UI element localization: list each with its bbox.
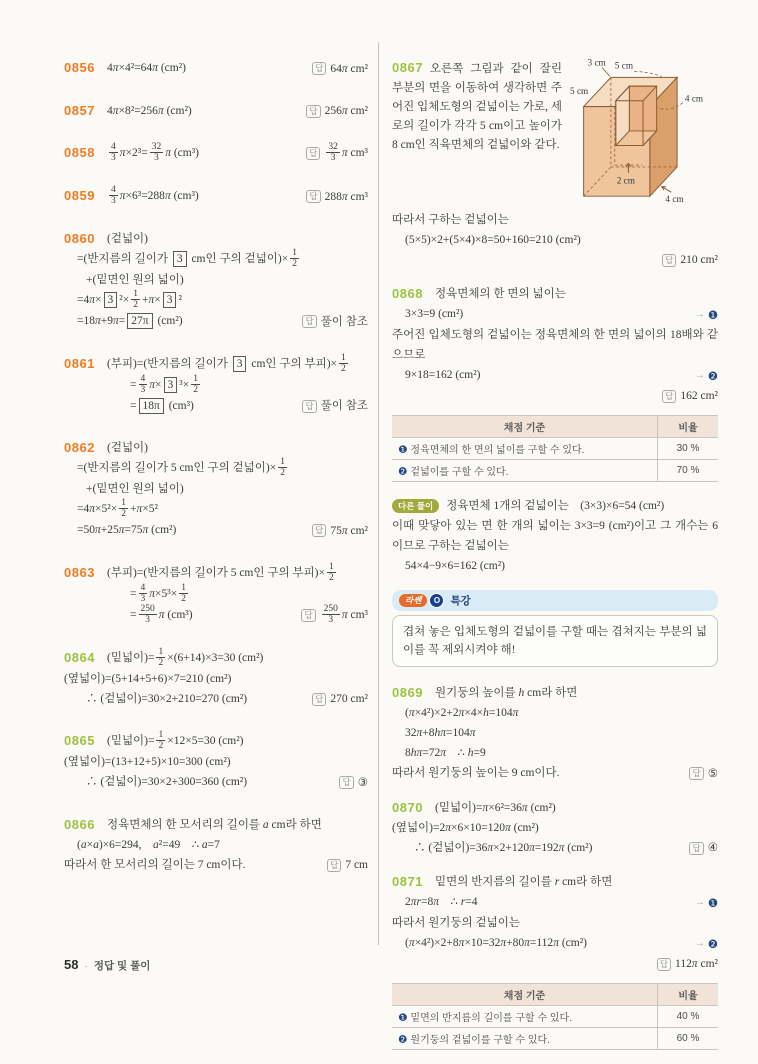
answer-value: 7 cm — [345, 859, 368, 872]
math-expression: 정육면체의 한 모서리의 길이를 a cm라 하면 — [107, 818, 322, 831]
label-4cm-bottom: 4 cm — [665, 195, 684, 206]
solution-line — [392, 913, 718, 933]
math-expression: ∴ (겉넓이)=30×2+300=360 (cm²) — [86, 776, 248, 789]
math-expression: ∴ (겉넓이)=36π×2+120π=192π (cm²) — [414, 841, 593, 854]
problem-head — [64, 438, 368, 458]
criteria-text: 밑면의 반지름의 길이를 구할 수 있다. — [410, 1013, 572, 1024]
solution-line — [405, 933, 718, 954]
ratio-header: 비율 — [658, 416, 719, 438]
problem-head — [64, 101, 368, 122]
problem-head — [64, 815, 368, 835]
page-number: 58 — [64, 957, 79, 972]
grading-row — [392, 438, 718, 460]
solution-line — [392, 210, 718, 230]
math-expression: (부피)=(반지름의 길이가 3 cm인 구의 부피)× $\frac{1}{2}$ — [107, 352, 346, 374]
math-expression: (옆넓이)=(13+12+5)×10=300 (cm²) — [64, 756, 231, 769]
solution-line — [77, 458, 368, 479]
math-expression: 정육면체 1개의 겉넓이는 (3×3)×6=54 (cm²) — [446, 500, 665, 512]
problem-0867 — [392, 58, 718, 270]
answer-chip-icon: 답 — [306, 190, 320, 203]
answer-value: 270 cm² — [330, 693, 368, 706]
solution-line — [405, 892, 718, 913]
ratio-cell: 30 % — [658, 438, 719, 460]
arrow-4cm-bottom — [662, 186, 672, 192]
solution-line — [107, 58, 368, 79]
answer-chip-icon: 답 — [306, 147, 320, 160]
criteria-cell — [392, 460, 658, 482]
math-expression: 따라서 원기둥의 높이는 9 cm이다. — [392, 767, 560, 779]
grading-row — [392, 1006, 718, 1028]
grading-row — [392, 460, 718, 482]
solution-line — [77, 520, 368, 541]
problem-0870 — [392, 798, 718, 859]
math-expression: (π×4²)×2+2π×4×h=104π — [405, 707, 519, 719]
answer-value: 288π cm³ — [324, 190, 368, 203]
math-expression: 2πr=8π ∴ r=4 — [405, 896, 478, 908]
answer — [312, 689, 368, 709]
problem-0863 — [64, 563, 368, 626]
math-expression: (부피)=(반지름의 길이가 5 cm인 구의 부피)× $\frac{1}{2}$ — [107, 561, 334, 583]
math-expression: =18π+9π= 27π (cm²) — [77, 315, 183, 328]
problem-0865 — [64, 731, 368, 793]
math-expression: (밑넓이)= $\frac{1}{2}$ ×(6+14)×3=30 (cm²) — [107, 646, 264, 668]
answer — [327, 855, 368, 875]
special-lecture-head — [392, 590, 718, 611]
problem-head — [392, 872, 718, 892]
answer — [312, 59, 368, 79]
solution-line — [77, 249, 368, 270]
step-arrow-icon: → — [694, 897, 705, 908]
problem-0857 — [64, 101, 368, 122]
alt-solution-badge: 다른 풀이 — [392, 499, 439, 513]
problem-head — [64, 58, 368, 79]
brand-circle-icon: O — [429, 593, 444, 608]
solution-line — [392, 325, 718, 365]
cut-solid-figure — [570, 50, 718, 208]
problem-number: 0861 — [64, 355, 95, 371]
solution-line — [405, 723, 718, 743]
label-5cm-top: 5 cm — [614, 61, 634, 72]
math-expression: (5×5)×2+(5×4)×8=50+160=210 (cm²) — [405, 234, 581, 246]
math-expression: (a×a)×6=294, a²=49 ∴ a=7 — [77, 838, 220, 851]
problem-0858 — [64, 143, 368, 164]
solution-line — [107, 143, 368, 164]
solution-line — [64, 855, 368, 876]
answer-value: ④ — [707, 842, 718, 854]
math-expression: 주어진 입체도형의 겉넓이는 정육면체의 한 면의 넓이의 18배와 같으므로 — [392, 329, 718, 361]
solution-line — [64, 669, 368, 689]
solution-line — [77, 311, 368, 332]
math-expression: (밑넓이)=π×6²=36π (cm²) — [435, 801, 556, 814]
answer-chip-icon: 답 — [662, 390, 676, 403]
math-expression: 8hπ=72π ∴ h=9 — [405, 747, 486, 759]
criteria-step-number: ❶ — [398, 1012, 408, 1024]
math-expression: 54×4−9×6=162 (cm²) — [405, 560, 505, 572]
math-expression: 4π×8²=256π (cm²) — [107, 104, 192, 117]
answer — [302, 396, 368, 416]
criteria-text: 겉넓이를 구할 수 있다. — [410, 467, 509, 478]
math-expression: =4π×5²× $\frac{1}{2}$ +π×5² — [77, 498, 158, 520]
leader-5cm-top — [634, 72, 661, 77]
solution-line — [107, 731, 368, 752]
solution-line — [392, 250, 718, 270]
problem-number: 0857 — [64, 102, 95, 118]
answer-value: 풀이 참조 — [320, 400, 368, 413]
answer-value: ⑤ — [707, 767, 718, 780]
math-expression: 정육면체의 한 면의 넓이는 — [435, 288, 566, 300]
problem-number: 0870 — [392, 799, 423, 815]
math-expression: =(반지름의 길이가 5 cm인 구의 겉넓이)× $\frac{1}{2}$ — [77, 457, 285, 479]
leader-3cm — [602, 68, 610, 77]
solution-line — [107, 815, 368, 835]
ratio-header: 비율 — [658, 984, 719, 1006]
answer-chip-icon: 답 — [312, 693, 326, 706]
answer-value: 210 cm² — [680, 254, 718, 266]
solution-line — [435, 798, 718, 818]
problem-0861 — [64, 354, 368, 417]
math-expression: +(밑면인 원의 넓이) — [86, 483, 184, 496]
problem-0868 — [392, 284, 718, 482]
criteria-step-number: ❷ — [398, 466, 408, 478]
step-arrow-icon: → — [694, 370, 705, 381]
answer-value: ③ — [357, 776, 368, 789]
math-expression: = 18π (cm³) — [130, 399, 194, 412]
problem-0869 — [392, 683, 718, 784]
problem-head — [392, 284, 718, 304]
problem-number: 0860 — [64, 231, 95, 247]
solution-line — [405, 556, 718, 576]
alt-solution-head — [392, 496, 718, 516]
answer-value: 75π cm² — [330, 524, 368, 537]
answer-chip-icon: 답 — [312, 62, 326, 75]
math-expression: 3×3=9 (cm²) — [405, 308, 464, 320]
problem-0864 — [64, 648, 368, 710]
step-number: ❷ — [707, 937, 718, 951]
solution-line — [414, 838, 718, 859]
solution-line — [107, 563, 368, 584]
math-expression: $\frac{4}{3}$ π×6³=288π (cm³) — [111, 185, 199, 207]
problem-number: 0865 — [64, 733, 95, 749]
solution-line — [64, 752, 368, 772]
left-column — [64, 58, 368, 897]
problem-0856 — [64, 58, 368, 79]
answer-chip-icon: 답 — [301, 609, 315, 622]
right-column — [392, 58, 718, 1064]
solution-line — [435, 284, 718, 304]
answer-value: 64π cm² — [330, 62, 368, 75]
solution-line — [392, 818, 718, 838]
problem-number: 0863 — [64, 564, 95, 580]
answer-value: 256π cm² — [324, 105, 368, 117]
page-footer — [64, 957, 150, 973]
problem-0859 — [64, 186, 368, 207]
step-number: ❶ — [707, 308, 718, 322]
solution-line — [405, 703, 718, 723]
answer-value: $\frac{32}{3}$ π cm³ — [328, 142, 368, 164]
math-expression: ∴ (겉넓이)=30×2+210=270 (cm²) — [86, 692, 248, 705]
math-expression: = $\frac{4}{3}$ π×5³× $\frac{1}{2}$ — [130, 582, 186, 604]
criteria-text: 정육면체의 한 면의 넓이를 구할 수 있다. — [410, 445, 585, 456]
math-expression: (π×4²)×2+8π×10=32π+80π=112π (cm²) — [405, 937, 587, 949]
answer-chip-icon: 답 — [327, 859, 341, 872]
answer — [302, 312, 368, 332]
solution-line — [435, 872, 718, 892]
criteria-step-number: ❶ — [398, 444, 408, 456]
grading-criteria-header: 채점 기준 — [392, 416, 658, 438]
solution-line — [107, 186, 368, 207]
step-arrow-icon: → — [694, 938, 705, 949]
problem-head — [64, 186, 368, 207]
alternative-solution — [392, 496, 718, 576]
problem-number: 0856 — [64, 60, 95, 75]
math-expression: 이때 맞닿아 있는 면 한 개의 넓이는 3×3=9 (cm²)이고 그 개수는 6이므로 구하는 겉넓이는 — [392, 520, 718, 552]
problem-head — [64, 648, 368, 669]
solution-line — [107, 354, 368, 375]
problem-head — [64, 229, 368, 249]
solution-line — [77, 835, 368, 855]
step-arrow-icon: → — [694, 309, 705, 320]
math-expression: 따라서 구하는 겉넓이는 — [392, 214, 509, 226]
solution-line — [405, 743, 718, 763]
grading-table-header — [392, 984, 718, 1006]
solution-line — [405, 304, 718, 325]
answer-chip-icon: 답 — [312, 524, 326, 537]
grading-table — [392, 415, 718, 482]
grading-criteria-header: 채점 기준 — [392, 984, 658, 1006]
criteria-cell — [392, 1006, 658, 1028]
math-expression: (겉넓이) — [107, 442, 148, 455]
step-number: ❶ — [707, 896, 718, 910]
special-lecture-text: 겹쳐 놓은 입체도형의 겉넓이를 구할 때는 겹쳐지는 부분의 넓이를 꼭 제외시켜야 해! — [392, 615, 718, 667]
grading-table-header — [392, 416, 718, 438]
problem-number: 0862 — [64, 440, 95, 456]
answer — [306, 187, 368, 207]
solution-line — [107, 438, 368, 458]
math-expression: =4π× 3 ²× $\frac{1}{2}$ +π× 3 ² — [77, 289, 182, 311]
solution-line — [86, 270, 368, 290]
step-marker — [695, 366, 718, 386]
solution-line — [86, 479, 368, 499]
answer-chip-icon: 답 — [689, 842, 703, 855]
problem-paragraph: 오른쪽 그림과 같이 잘린 부분의 면을 이동하여 생각하면 주어진 입체도형의 겉넓이는 가로, 세로의 길이가 각각 5 cm이고 높이가 8 cm인 직육면체의 겉넓이와 같다. — [392, 63, 562, 151]
solution-line — [392, 386, 718, 406]
solution-line — [392, 763, 718, 784]
solution-line — [130, 396, 368, 417]
math-expression: (옆넓이)=(5+14+5+6)×7=210 (cm²) — [64, 672, 232, 685]
answer — [689, 764, 718, 784]
step-marker — [695, 305, 718, 325]
solution-line — [405, 365, 718, 386]
math-expression: 4π×4²=64π (cm²) — [107, 62, 186, 74]
math-expression: 원기둥의 높이를 h cm라 하면 — [435, 687, 578, 699]
problem-number: 0871 — [392, 874, 423, 889]
answer — [312, 521, 368, 541]
answer-chip-icon: 답 — [302, 400, 316, 413]
answer — [306, 101, 368, 121]
footer-separator: · — [84, 961, 88, 972]
grading-row — [392, 1028, 718, 1050]
solution-line — [435, 683, 718, 703]
problem-number: 0864 — [64, 649, 95, 665]
solution-line — [392, 516, 718, 556]
answer — [339, 773, 368, 793]
answer — [306, 143, 368, 164]
ratio-cell: 40 % — [658, 1006, 719, 1028]
label-2cm: 2 cm — [616, 176, 635, 187]
math-expression: (밑넓이)= $\frac{1}{2}$ ×12×5=30 (cm²) — [107, 730, 244, 752]
answer-value: $\frac{250}{3}$ π cm³ — [323, 603, 368, 625]
math-expression: 따라서 한 모서리의 길이는 7 cm이다. — [64, 858, 246, 871]
problem-0862 — [64, 438, 368, 541]
criteria-cell — [392, 1028, 658, 1050]
problem-0866 — [64, 815, 368, 876]
answer-value: 풀이 참조 — [320, 315, 368, 328]
solution-line — [107, 101, 368, 122]
problem-number: 0859 — [64, 188, 95, 204]
problem-head — [64, 563, 368, 584]
column-divider — [378, 42, 379, 945]
problem-number: 0866 — [64, 816, 95, 832]
problem-head — [392, 798, 718, 818]
criteria-step-number: ❷ — [398, 1034, 408, 1046]
math-expression: 32π+8hπ=104π — [405, 727, 476, 739]
math-expression: 9×18=162 (cm²) — [405, 369, 481, 381]
solution-line — [405, 230, 718, 250]
answer — [301, 605, 368, 626]
solution-line — [86, 689, 368, 710]
answer-chip-icon: 답 — [339, 776, 353, 789]
label-3cm: 3 cm — [587, 58, 606, 69]
solution-line — [392, 954, 718, 974]
problem-head — [64, 143, 368, 164]
answer — [657, 954, 718, 974]
answer-chip-icon: 답 — [302, 315, 316, 328]
math-expression: (옆넓이)=2π×6×10=120π (cm²) — [392, 821, 539, 834]
answer-chip-icon: 답 — [657, 958, 671, 971]
problem-head — [64, 731, 368, 752]
solution-line — [446, 496, 664, 516]
solution-line — [107, 229, 368, 249]
problem-head — [64, 354, 368, 375]
problem-0860 — [64, 229, 368, 332]
solution-line — [77, 290, 368, 311]
problem-number: 0867 — [392, 60, 423, 75]
step-marker — [695, 893, 718, 913]
brand-logo: 라쎈 — [399, 594, 427, 607]
ratio-cell: 60 % — [658, 1028, 719, 1050]
answer-chip-icon: 답 — [306, 105, 320, 118]
criteria-cell — [392, 438, 658, 460]
math-expression: 따라서 원기둥의 겉넓이는 — [392, 917, 520, 929]
solution-line — [130, 375, 368, 396]
math-expression: = $\frac{250}{3}$ π (cm³) — [130, 603, 193, 625]
math-expression: =(반지름의 길이가 3 cm인 구의 겉넓이)× $\frac{1}{2}$ — [77, 248, 297, 270]
label-5cm-left: 5 cm — [570, 86, 589, 97]
solution-line — [130, 605, 368, 626]
problem-0871 — [392, 872, 718, 1050]
label-4cm-right: 4 cm — [684, 94, 704, 105]
solution-line — [107, 648, 368, 669]
answer-value: 162 cm² — [680, 390, 718, 402]
answer-chip-icon: 답 — [662, 254, 676, 267]
problem-head — [392, 683, 718, 703]
step-marker — [695, 934, 718, 954]
problem-number: 0868 — [392, 286, 423, 301]
answer-chip-icon: 답 — [689, 767, 703, 780]
problem-number: 0869 — [392, 685, 423, 700]
answer — [662, 386, 718, 406]
answer-value: 112π cm² — [675, 958, 718, 970]
answer — [689, 838, 718, 858]
special-lecture-box — [392, 590, 718, 667]
special-lecture-title: 특강 — [450, 595, 471, 607]
math-expression: +(밑면인 원의 넓이) — [86, 274, 184, 287]
ratio-cell: 70 % — [658, 460, 719, 482]
problem-number: 0858 — [64, 145, 95, 160]
footer-label: 정답 및 풀이 — [93, 960, 151, 972]
grading-table — [392, 983, 718, 1050]
criteria-text: 원기둥의 겉넓이를 구할 수 있다. — [410, 1035, 550, 1046]
math-expression: (겉넓이) — [107, 233, 148, 246]
math-expression: 밑면의 반지름의 길이를 r cm라 하면 — [435, 876, 613, 888]
math-expression: = $\frac{4}{3}$ π× 3 ³× $\frac{1}{2}$ — [130, 373, 198, 395]
solution-line — [130, 584, 368, 605]
math-expression: $\frac{4}{3}$ π×2³= $\frac{32}{3}$ π (cm³) — [111, 142, 199, 163]
math-expression: =50π+25π=75π (cm²) — [77, 524, 177, 537]
answer — [662, 250, 718, 270]
solution-line — [86, 772, 368, 793]
step-number: ❷ — [707, 369, 718, 383]
solution-line — [77, 499, 368, 520]
